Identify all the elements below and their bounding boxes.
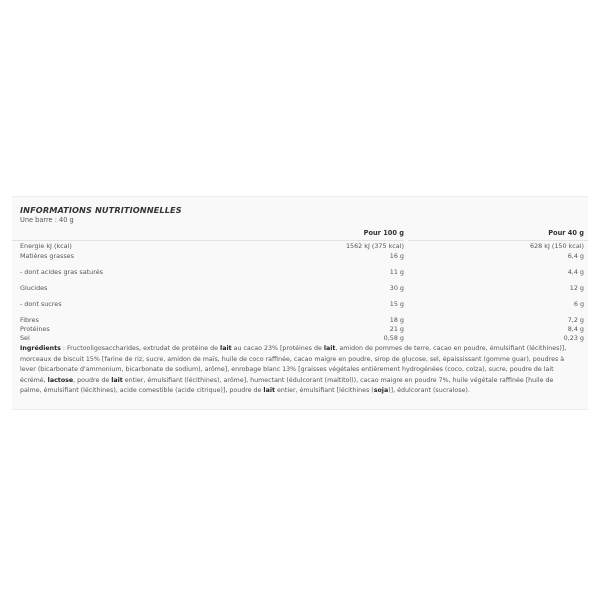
value-per-100g: 1562 kJ (375 kcal) <box>345 242 404 250</box>
value-per-100g: 30 g <box>389 284 404 292</box>
nutrient-label: - dont acides gras saturés <box>20 268 103 276</box>
value-per-40g: 6,4 g <box>567 252 584 260</box>
ingredient-highlight: lait <box>263 387 275 395</box>
ingredients-paragraph <box>20 344 568 397</box>
nutrition-row <box>12 252 588 261</box>
value-per-100g: 21 g <box>389 325 404 333</box>
nutrient-label: Energie kJ (kcal) <box>20 242 72 250</box>
ingredient-highlight: lait <box>220 345 232 352</box>
value-per-100g: 16 g <box>389 252 404 260</box>
ingredient-highlight: lait <box>323 345 336 352</box>
nutrient-label: Sel <box>20 334 30 342</box>
value-per-40g: 628 kJ (150 kcal) <box>530 242 584 250</box>
nutrition-row <box>12 242 588 251</box>
value-per-100g: 0,58 g <box>383 334 404 342</box>
value-per-40g: 6 g <box>573 300 584 308</box>
value-per-40g: 4,4 g <box>567 268 584 276</box>
ingredient-text: )], édulcorant (sucralose). <box>388 387 470 395</box>
value-per-100g: 11 g <box>389 268 404 276</box>
ingredient-highlight: lait <box>111 376 123 384</box>
nutrition-row <box>12 284 588 293</box>
serving-size: Une barre : 40 g <box>20 216 74 224</box>
nutrient-label: Glucides <box>20 284 48 292</box>
nutrient-label: - dont sucres <box>20 300 62 308</box>
ingredient-highlight: lactose <box>47 376 74 384</box>
ingredient-text: entier, émulsifiant [lécithines ( <box>275 387 374 395</box>
header-divider-right <box>408 240 588 241</box>
ingredient-text: entier, émulsifiant (lécithines), arôme], humectant (édulcorant (maltitol)), cacao maigre en poudre 7%, huile végétale raffinée [huile de palme, émulsifiant (lécithines), acide comestible (acide citrique)], poudre de <box>20 376 554 395</box>
ingredient-text: au cacao 23% [protéines de <box>231 345 324 352</box>
panel-title: INFORMATIONS NUTRITIONNELLES <box>20 205 182 215</box>
nutrient-label: Fibres <box>20 316 39 324</box>
value-per-100g: 18 g <box>389 316 404 324</box>
value-per-40g: 8,4 g <box>567 325 584 333</box>
nutrition-row <box>12 300 588 309</box>
nutrition-row <box>12 325 588 334</box>
ingredient-text: : Fructooligosaccharides, extrudat de protéine de <box>60 345 221 352</box>
nutrition-row <box>12 334 588 343</box>
nutrition-row <box>12 268 588 277</box>
ingredient-highlight: Ingrédients <box>20 345 61 352</box>
value-per-40g: 12 g <box>569 284 584 292</box>
column-header-per-100g: Pour 100 g <box>363 229 404 237</box>
value-per-100g: 15 g <box>389 300 404 308</box>
column-header-per-40g: Pour 40 g <box>548 229 584 237</box>
nutrient-label: Protéines <box>20 325 50 333</box>
ingredient-highlight: soja <box>373 387 389 395</box>
header-divider-left <box>12 240 404 241</box>
nutrient-label: Matières grasses <box>20 252 74 260</box>
ingredient-text: , poudre de <box>73 376 112 384</box>
nutrition-panel <box>12 196 588 410</box>
nutrition-row <box>12 316 588 325</box>
ingredient-text: , amidon de pommes de terre, cacao en poudre, émulsifiant (lécithines)], morceaux de biscuit 15% [farine de riz, sucre, amidon de maïs, huile de coco raffinée, cacao maigre en poudre, sirop de glucose, sel, épaississant (gomme guar), poudres à lever (bicarbonate d'ammonium, bicarbonate de sodium), arôme], enrobage blanc 13% [graisses végétales entièrement hydrogénées (coco, colza), sucre, poudre de lait écrémé, <box>20 345 567 384</box>
value-per-40g: 7,2 g <box>567 316 584 324</box>
value-per-40g: 0,23 g <box>563 334 584 342</box>
